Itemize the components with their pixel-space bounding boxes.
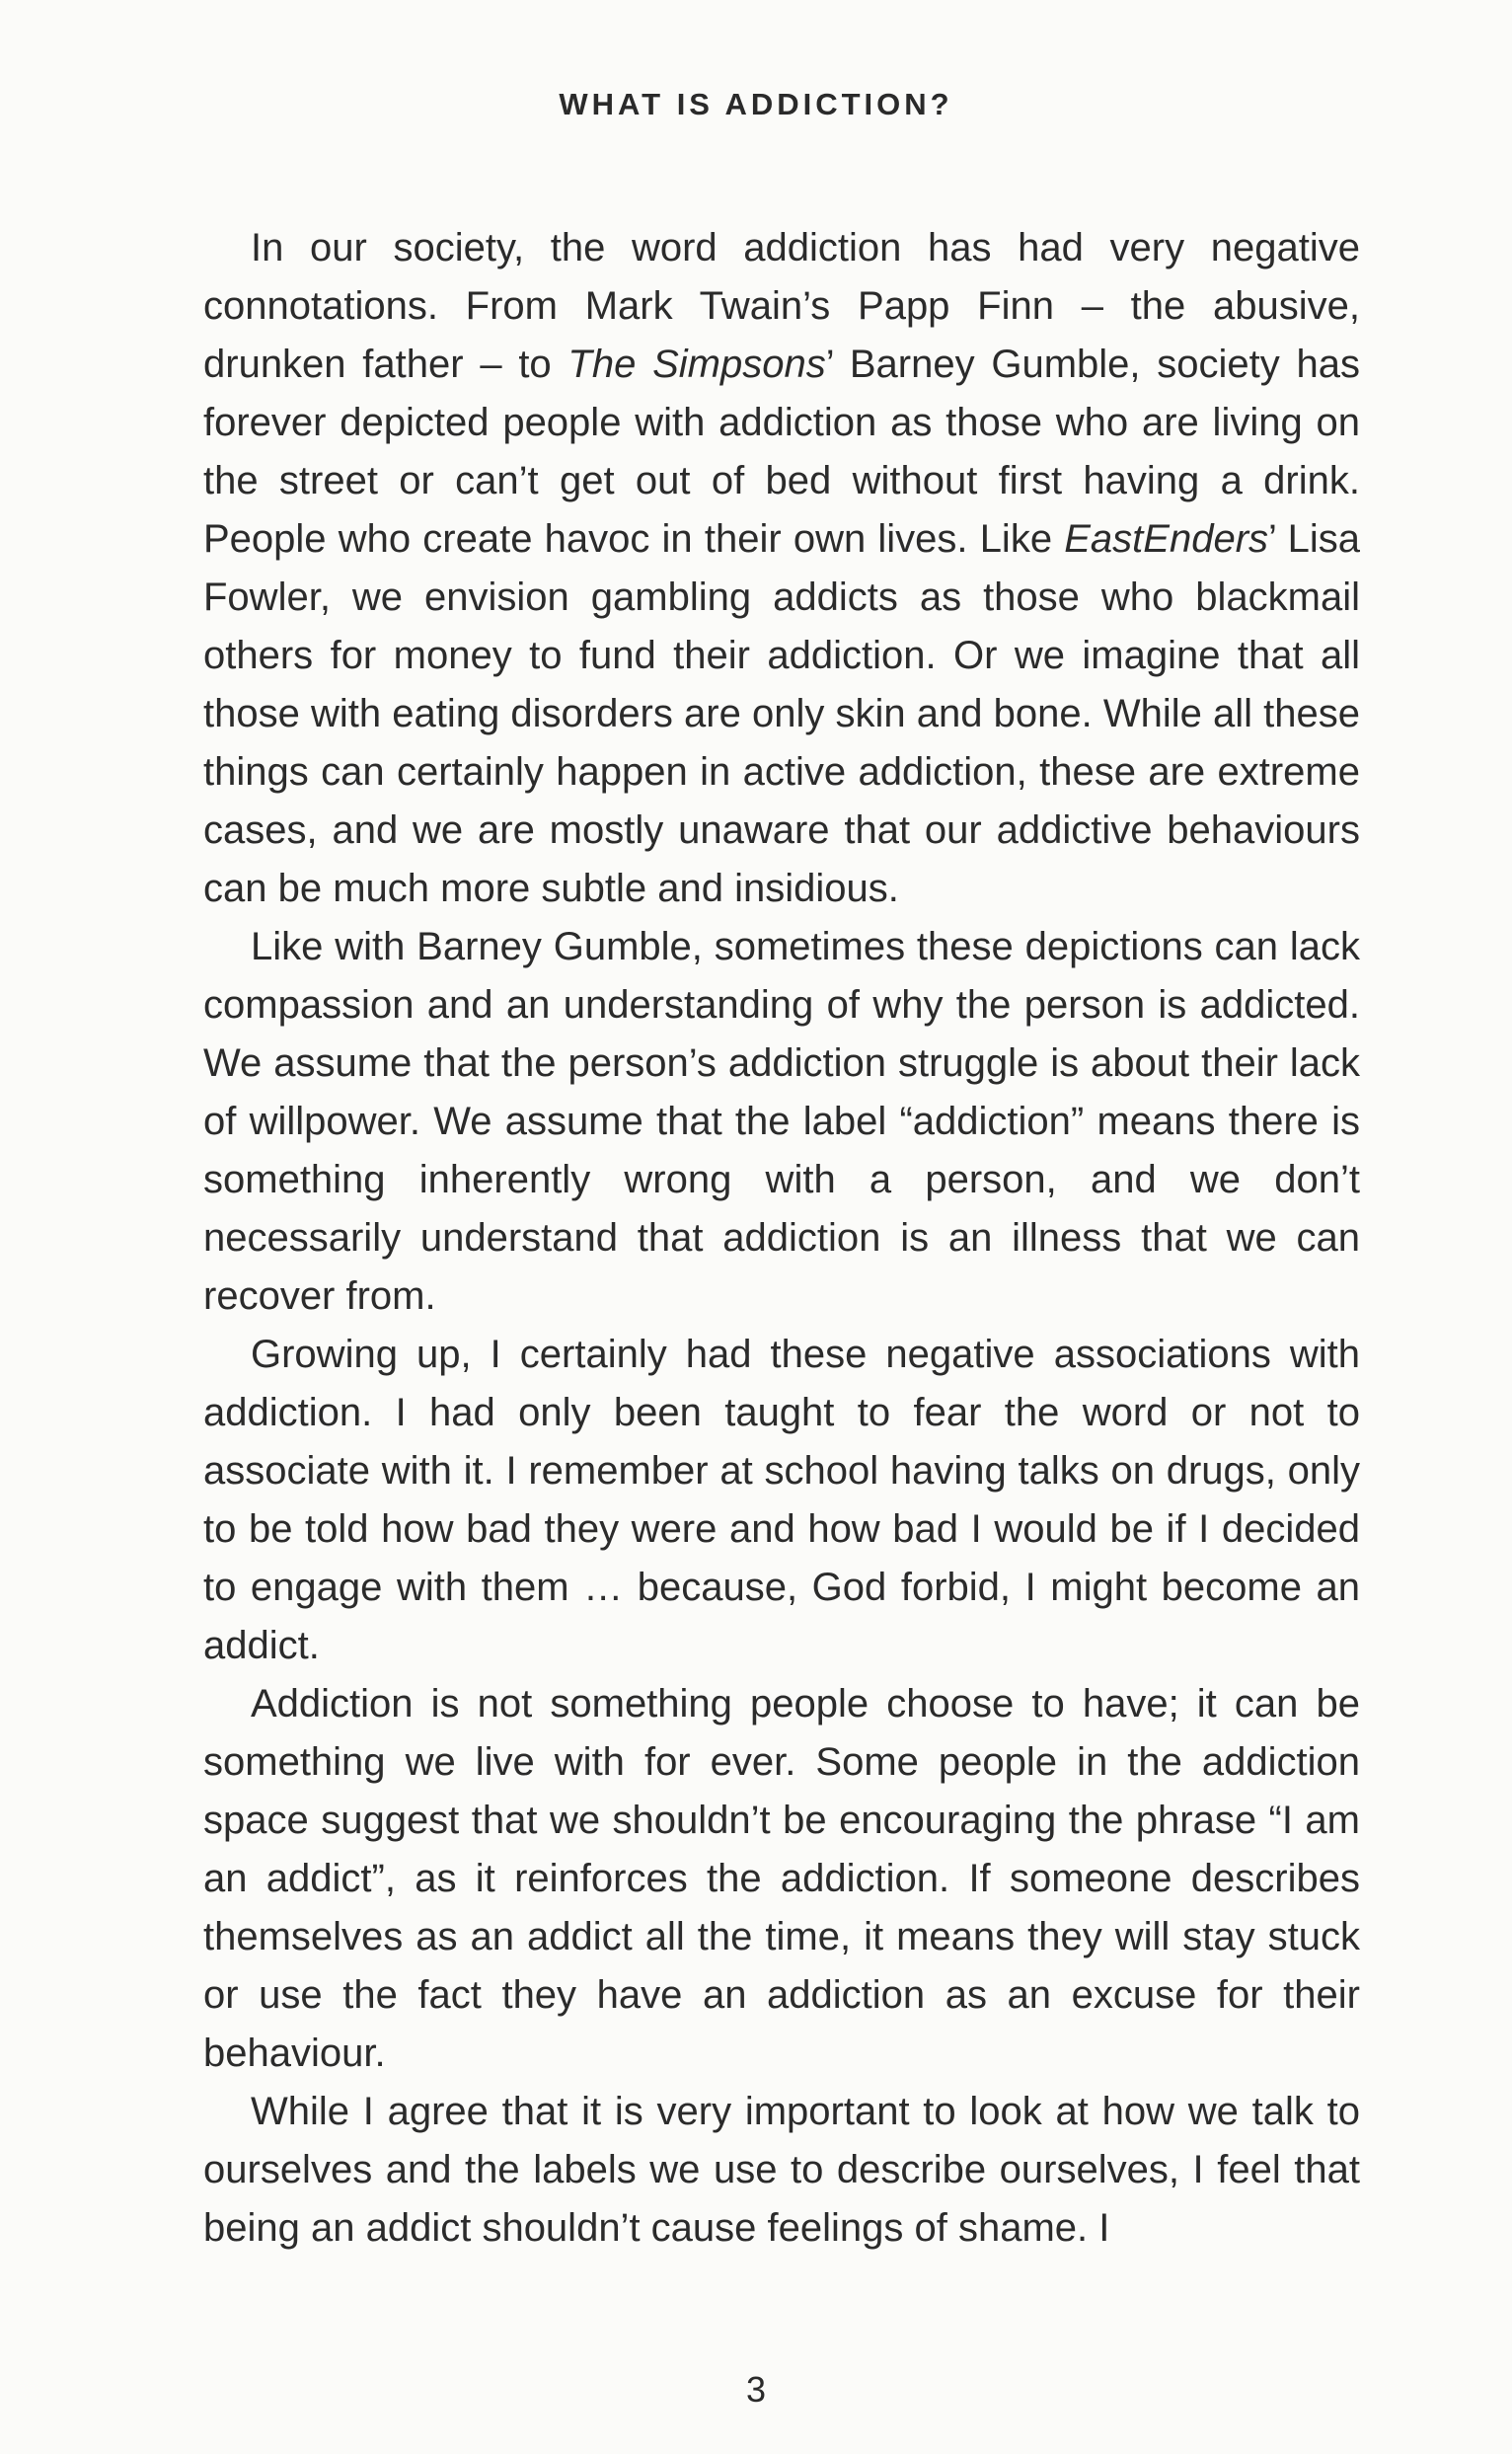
paragraph-1-title-simpsons: The Simpsons (567, 343, 826, 386)
paragraph-1-text-c: ’ Lisa Fowler, we envision gambling addicts as those who blackmail others for money to fund their addiction. Or we imagine that all those with eating disorders are only skin and bone. While all these things can certainly happen in active addiction, these are extreme cases, and we are mostly unaware that our addictive behaviours can be much more subtle and insidious. (203, 517, 1360, 910)
paragraph-3: Growing up, I certainly had these negative associations with addiction. I had only been taught to fear the word or not to associate with it. I remember at school having talks on drugs, only to be told how bad they were and how bad I would be if I decided to engage with them … because, God forbid, I might become an addict. (203, 1333, 1360, 1667)
page-number: 3 (745, 2369, 767, 2410)
paragraph-1 (203, 219, 1360, 918)
paragraph-1-title-eastenders: EastEnders (1064, 517, 1269, 561)
paragraph-1-text-b: ’ Barney Gumble, society has forever depicted people with addiction as those who are living on the street or can’t get out of bed without first having a drink. People who create havoc in their own lives. Like (203, 343, 1360, 561)
paragraph-2: Like with Barney Gumble, sometimes these depictions can lack compassion and an understanding of why the person is addicted. We assume that the person’s addiction struggle is about their lack of willpower. We assume that the label “addiction” means there is something inherently wrong with a person, and we don’t necessarily understand that addiction is an illness that we can recover from. (203, 925, 1360, 1318)
paragraph-1-text-a: In our society, the word addiction has had very negative connotations. From Mark Twain’s Papp Finn – the abusive, drunken father – to (203, 226, 1360, 386)
running-header: WHAT IS ADDICTION? (559, 87, 953, 121)
paragraph-5: While I agree that it is very important to look at how we talk to ourselves and the labels we use to describe ourselves, I feel that being an addict shouldn’t cause feelings of shame. I (203, 2090, 1360, 2250)
body-text (203, 219, 1360, 2258)
paragraph-4: Addiction is not something people choose to have; it can be something we live with for ever. Some people in the addiction space suggest that we shouldn’t be encouraging the phrase “I am an addict”, as it reinforces the addiction. If someone describes themselves as an addict all the time, it means they will stay stuck or use the fact they have an addiction as an excuse for their behaviour. (203, 1682, 1360, 2075)
